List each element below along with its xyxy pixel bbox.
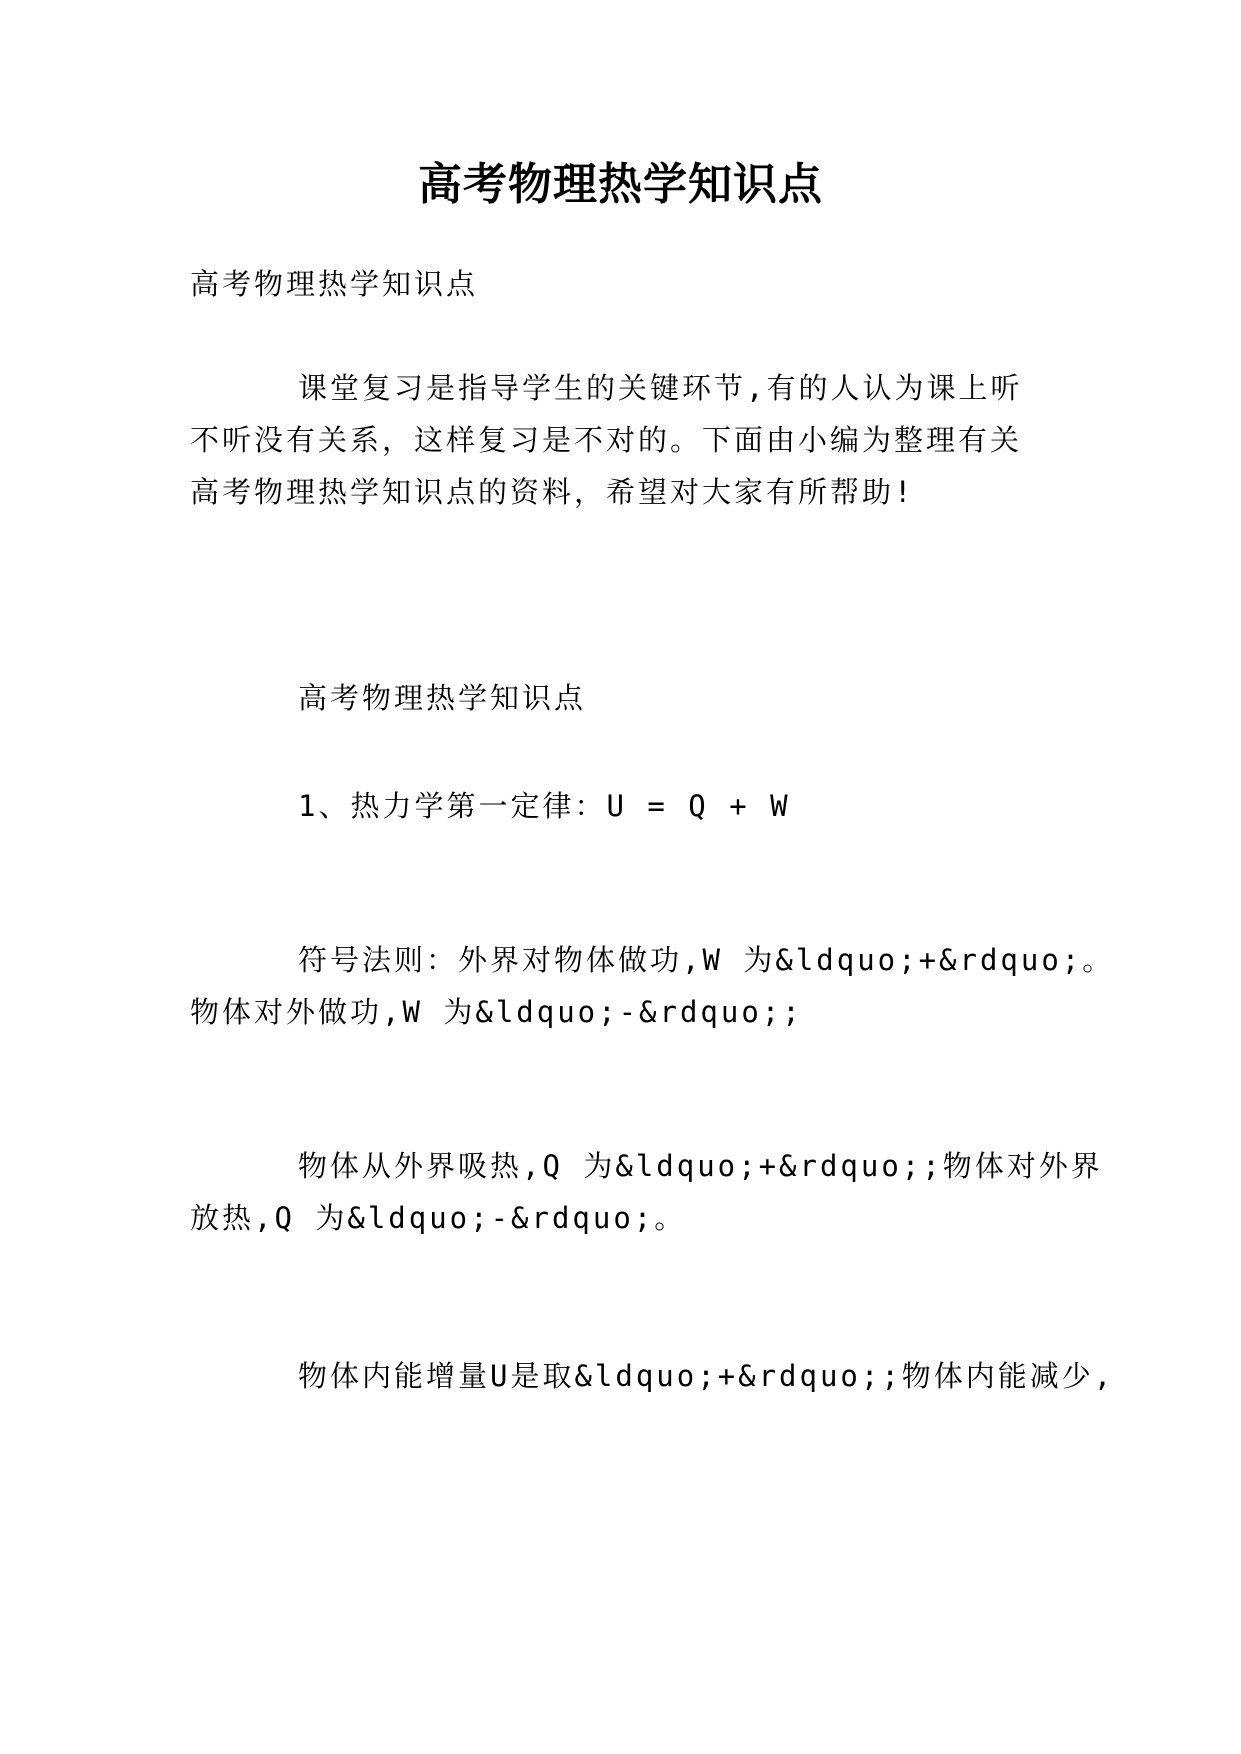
sign-rule-line-2: 物体对外做功,W 为&ldquo;-&rdquo;; <box>190 995 803 1029</box>
intro-line-3: 高考物理热学知识点的资料，希望对大家有所帮助! <box>190 475 915 509</box>
section-heading: 高考物理热学知识点 <box>298 681 587 715</box>
document-subtitle: 高考物理热学知识点 <box>190 267 479 301</box>
intro-line-2: 不听没有关系，这样复习是不对的。下面由小编为整理有关 <box>190 423 1023 457</box>
heat-rule-line-1: 物体从外界吸热,Q 为&ldquo;+&rdquo;;物体对外界 <box>298 1149 1103 1183</box>
intro-line-1: 课堂复习是指导学生的关键环节,有的人认为课上听 <box>298 371 1023 405</box>
document-title: 高考物理热学知识点 <box>418 159 823 210</box>
law-1-line: 1、热力学第一定律：U = Q + W <box>298 789 791 823</box>
sign-rule-line-1: 符号法则：外界对物体做功,W 为&ldquo;+&rdquo;。 <box>298 943 1115 977</box>
heat-rule-line-2: 放热,Q 为&ldquo;-&rdquo;。 <box>190 1201 687 1235</box>
internal-energy-rule-line-1: 物体内能增量U是取&ldquo;+&rdquo;;物体内能减少, <box>298 1359 1115 1393</box>
